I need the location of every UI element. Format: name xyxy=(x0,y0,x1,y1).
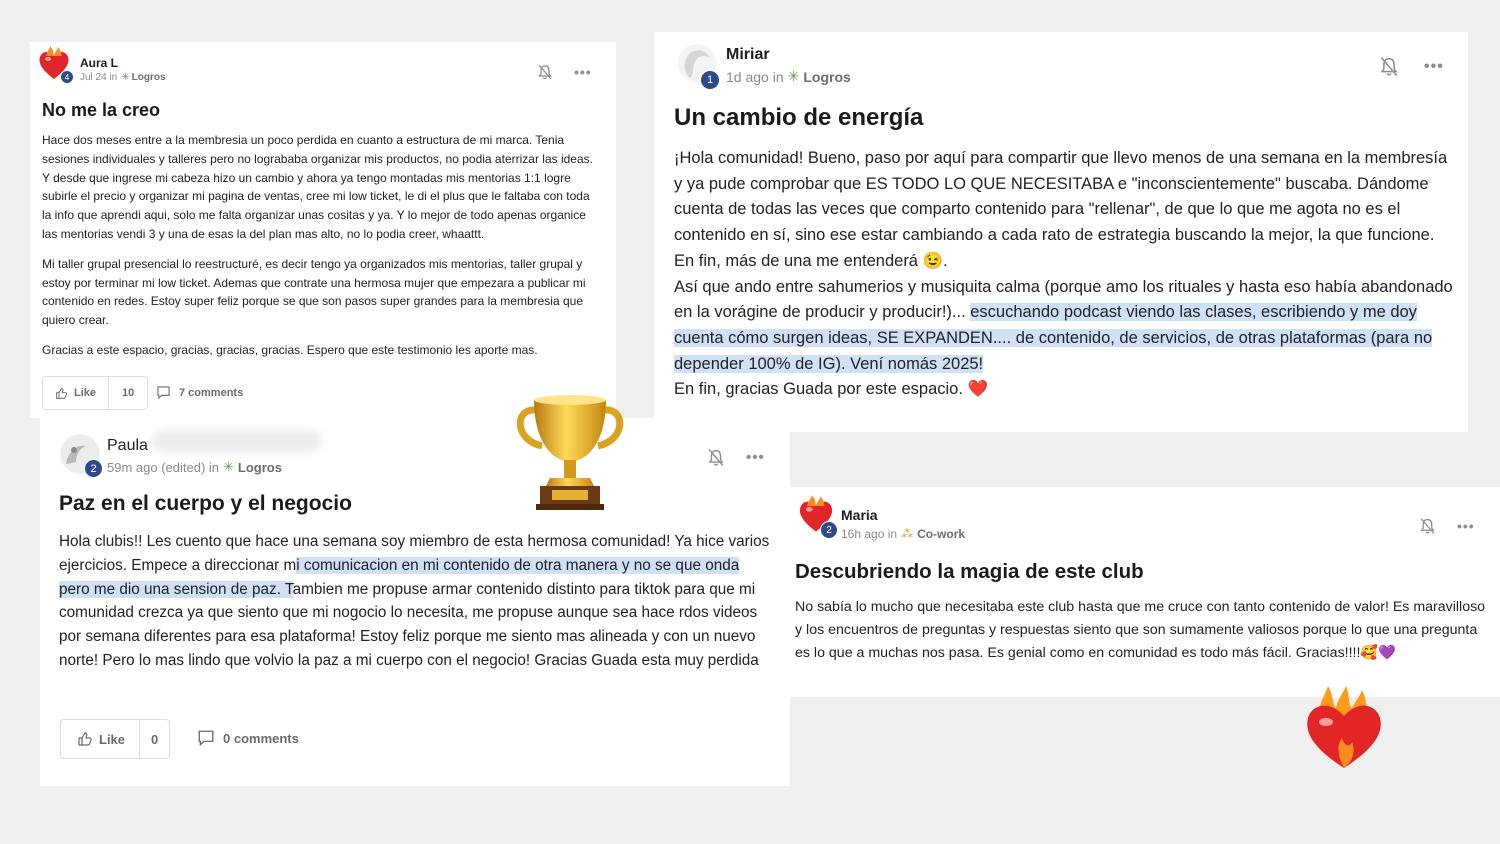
like-count: 0 xyxy=(139,720,169,758)
post-paragraph: Hace dos meses entre a la membresia un poco perdida en cuanto a estructura de mi marca. Tenia sesiones individuales y talleres pero no logrababa organizar mis productos, no podia aterrizar las ideas. Y desde que ingrese mi cabeza hizo un cambio y ahora ya tengo montadas mis mentorias 1:1 logre subirle el precio y organizar mi pagina de ventas, cree mi low ticket, le di el plus que le faltaba con toda la info que aprendi aqui, solo me falta organizar unas cositas y ya. Y lo mejor de todo apenas organice las mentorias vendi 3 y una de esas la del plan mas alto, no lo podia creer, whaattt. xyxy=(42,133,593,241)
author-name[interactable]: Paula xyxy=(107,437,148,454)
level-badge: 2 xyxy=(84,459,103,478)
comments-label: 7 comments xyxy=(179,386,244,399)
post-time: 59m ago (edited) in xyxy=(107,459,220,475)
post-body xyxy=(42,131,598,360)
comments-link[interactable] xyxy=(156,386,243,399)
author-avatar[interactable] xyxy=(36,46,72,82)
comments-link[interactable] xyxy=(197,730,299,746)
more-dots-icon[interactable]: ••• xyxy=(574,64,592,80)
post-text: Hola clubis!! Les cuento que hace una semana soy miembro de esta hermosa comunidad! Ya hice varios ejercicios. Empece a direccionar m xyxy=(59,533,770,574)
like-label: Like xyxy=(74,387,97,399)
author-avatar[interactable] xyxy=(60,434,100,474)
author-name[interactable]: Miriar xyxy=(726,46,770,63)
more-dots-icon[interactable]: ••• xyxy=(1457,518,1475,534)
post-paragraph xyxy=(674,275,1454,378)
author-name[interactable]: Maria xyxy=(841,507,878,523)
post-paragraph: No sabía lo mucho que necesitaba este club hasta que me cruce con tanto contenido de valor! Es maravilloso y los encuentros de preguntas y respuestas siento que son sumamente valiosos porque lo que una pregunta es lo que a muchas nos pasa. Es genial como en comunidad es todo más fácil. Gracias!!!!🥰💜 xyxy=(795,599,1486,661)
post-paragraph: Mi taller grupal presencial lo reestructuré, es decir tengo ya organizados mis mentorias, taller grupal y estoy por terminar mi low ticket. Ademas que contrate una hermosa mujer que empezara a publicar mi contenido en redes. Estoy super feliz porque se que son pasos super grandes para la membresia que quiero crear. xyxy=(42,256,586,328)
category-link[interactable]: Logros xyxy=(237,459,282,475)
thumbs-up-icon xyxy=(77,731,93,747)
post-time: 16h ago in xyxy=(841,527,898,541)
bell-off-icon[interactable] xyxy=(1380,56,1398,77)
bell-off-icon[interactable] xyxy=(1420,517,1435,535)
like-button-group xyxy=(60,719,170,759)
post-title[interactable]: Paz en el cuerpo y el negocio xyxy=(59,492,352,515)
post-card-miriar xyxy=(654,32,1468,432)
category-link[interactable]: Logros xyxy=(803,68,851,85)
post-paragraph: Gracias a este espacio, gracias, gracias, gracias. Espero que este testimonio les aporte mas. xyxy=(42,342,538,357)
author-avatar[interactable] xyxy=(796,495,836,535)
cowork-icon: ⁂ xyxy=(901,527,914,541)
leaf-icon: ✳ xyxy=(787,68,800,84)
comments-label: 0 comments xyxy=(223,730,299,746)
level-badge: 2 xyxy=(820,521,838,539)
post-body xyxy=(59,530,771,673)
post-time: 1d ago in xyxy=(726,68,784,85)
comment-icon xyxy=(156,386,171,399)
post-body xyxy=(674,146,1454,403)
highlighted-text: escuchando podcast viendo las clases, escribiendo y me doy cuenta cómo surgen ideas, SE EXPANDEN.... de contenido, de servicios, de otras plataformas (para no depender 100% de IG). Vení nomás 2025! xyxy=(674,303,1433,373)
post-paragraph xyxy=(59,530,771,673)
post-body xyxy=(795,596,1491,664)
flaming-heart-sticker xyxy=(1302,686,1386,772)
like-button[interactable] xyxy=(61,720,139,758)
like-button[interactable] xyxy=(43,377,108,409)
post-paragraph: En fin, gracias Guada por este espacio. ❤️ xyxy=(674,380,989,399)
leaf-icon: ✳ xyxy=(121,72,130,83)
bell-off-icon[interactable] xyxy=(538,64,552,80)
post-time: Jul 24 in xyxy=(80,72,118,83)
author-name[interactable]: Aura L xyxy=(80,56,119,70)
category-link[interactable]: Co-work xyxy=(917,527,966,541)
post-title[interactable]: Un cambio de energía xyxy=(674,104,924,131)
like-button-group xyxy=(42,376,148,410)
level-badge: 1 xyxy=(700,70,720,90)
redacted-surname xyxy=(152,430,322,452)
post-title[interactable]: Descubriendo la magia de este club xyxy=(795,560,1144,583)
post-card-maria xyxy=(790,487,1500,697)
category-link[interactable]: Logros xyxy=(131,72,166,83)
like-count: 10 xyxy=(108,377,147,409)
post-paragraph: ¡Hola comunidad! Bueno, paso por aquí para compartir que llevo menos de una semana en la membresía y ya pude comprobar que ES TODO LO QUE NECESITABA e "inconscientemente" buscaba. Dándome cuenta de todas las veces que comparto contenido para "rellenar", de que lo que me agota no es el contenido en sí, sino ese estar cambiando a cada rato de estrategia buscando la mejor, la que funcione. En fin, más de una me entenderá 😉. xyxy=(674,149,1448,270)
more-dots-icon[interactable]: ••• xyxy=(1424,57,1444,75)
post-text: Así que ando entre sahumerios y musiquita calma (porque amo los rituales y hasta eso había abandonado en la vorágine de producir y producir!)... xyxy=(674,277,1453,322)
author-avatar[interactable] xyxy=(678,44,716,86)
comment-icon xyxy=(197,730,215,746)
leaf-icon: ✳ xyxy=(223,459,234,474)
trophy-sticker xyxy=(506,388,634,516)
post-text: ambien me propuse armar contenido distinto para tiktok para que mi comunidad crezca ya que siento que mi nogocio lo necesita, me propuse aunque sea hace rdos videos por semana diferentes para esa plataforma! Estoy feliz porque me siento mas alineada y con un nuevo norte! Pero lo mas lindo que volvio la paz a mi cuerpo con el negocio! Gracias Guada esta muy perdida xyxy=(59,580,759,669)
more-dots-icon[interactable]: ••• xyxy=(746,449,765,466)
like-label: Like xyxy=(99,731,126,747)
level-badge: 4 xyxy=(60,70,74,84)
thumbs-up-icon xyxy=(55,387,68,400)
post-card-aura xyxy=(30,42,616,418)
post-card-paula xyxy=(40,418,790,786)
post-title[interactable]: No me la creo xyxy=(42,100,161,120)
bell-off-icon[interactable] xyxy=(708,448,724,467)
highlighted-text: i comunicacion en mi contenido de otra manera y no se que onda pero me dio una sension de paz. T xyxy=(59,556,740,598)
